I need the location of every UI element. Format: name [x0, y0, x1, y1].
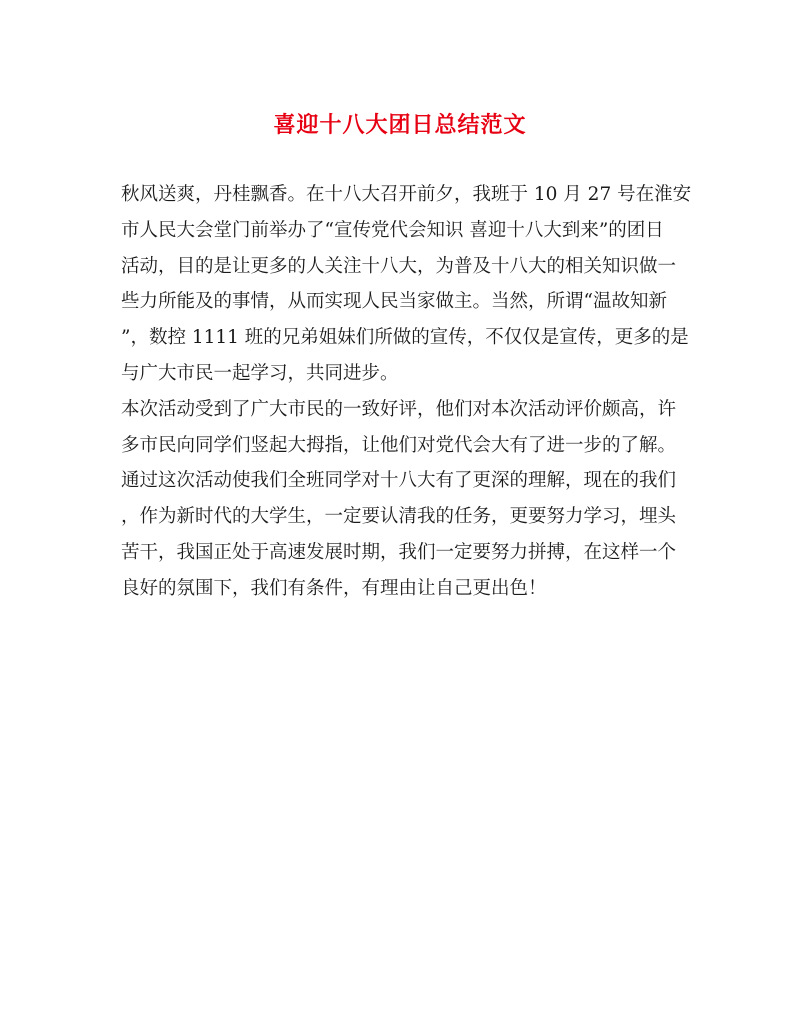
body-line: 多市民向同学们竖起大拇指，让他们对党代会大有了进一步的了解。: [121, 434, 677, 456]
body-line: ，作为新时代的大学生，一定要认清我的任务，更要努力学习，埋头: [121, 506, 677, 528]
body-line: 通过这次活动使我们全班同学对十八大有了更深的理解，现在的我们: [121, 470, 677, 492]
body-line: 市人民大会堂门前举办了“宣传党代会知识 喜迎十八大到来”的团日: [121, 219, 664, 241]
body-line: 些力所能及的事情，从而实现人民当家做主。当然，所谓“温故知新: [121, 291, 667, 313]
body-line: 本次活动受到了广大市民的一致好评，他们对本次活动评价颇高，许: [121, 398, 677, 420]
document-title: 喜迎十八大团日总结范文: [273, 112, 527, 138]
document-body: [121, 177, 701, 607]
body-line: 良好的氛围下，我们有条件，有理由让自己更出色！: [121, 577, 547, 599]
body-line: 秋风送爽，丹桂飘香。在十八大召开前夕，我班于 10 月 27 号在淮安: [121, 184, 692, 205]
body-line: 与广大市民一起学习，共同进步。: [121, 362, 399, 384]
body-line: ”，数控 1111 班的兄弟姐妹们所做的宣传，不仅仅是宣传，更多的是: [121, 327, 689, 349]
body-line: 苦干，我国正处于高速发展时期，我们一定要努力拼搏，在这样一个: [121, 541, 677, 563]
body-line: 活动，目的是让更多的人关注十八大，为普及十八大的相关知识做一: [121, 255, 677, 277]
